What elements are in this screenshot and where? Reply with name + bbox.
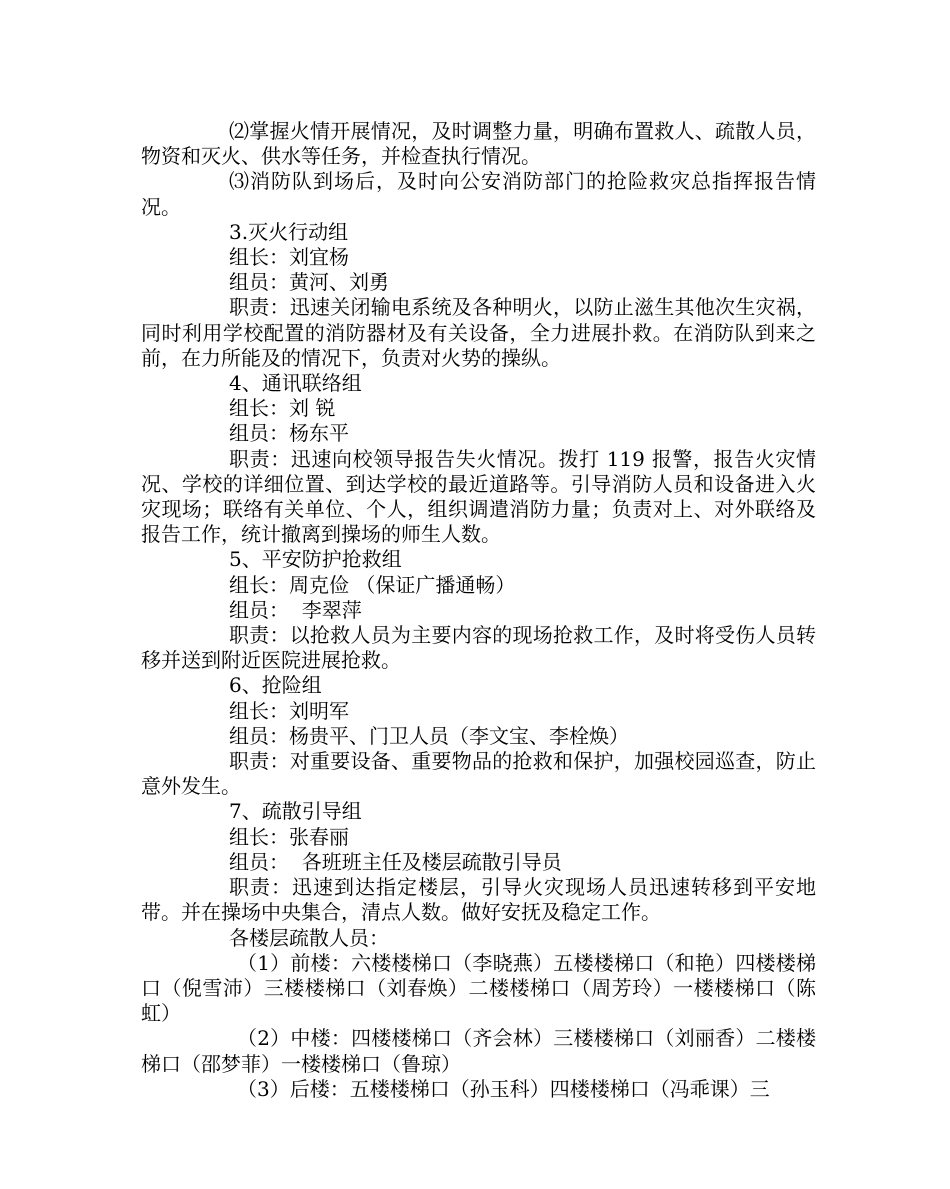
document-body [141,119,816,1102]
communication-leader: 组长：刘 锐 [229,396,336,421]
emergency-duties: 职责：对重要设备、重要物品的抢救和保护，加强校园巡查，防止意外发生。 [141,749,816,799]
rescue-members: 组员： 李翠萍 [229,597,362,622]
heading-emergency-group: 6、抢险组 [229,673,322,698]
heading-communication-group: 4、通讯联络组 [229,371,362,396]
emergency-leader: 组长：刘明军 [229,698,349,723]
floor-evacuation-heading: 各楼层疏散人员： [229,925,389,950]
firefighting-leader: 组长：刘宜杨 [229,245,349,270]
rescue-leader: 组长：周克俭 （保证广播通畅） [229,572,516,597]
firefighting-members: 组员：黄河、刘勇 [229,270,389,295]
heading-rescue-group: 5、平安防护抢救组 [229,547,402,572]
evacuation-leader: 组长：张春丽 [229,824,349,849]
front-building-list: （1）前楼：六楼楼梯口（李晓燕）五楼楼梯口（和艳）四楼楼梯口（倪雪沛）三楼楼梯口（刘春焕）二楼楼梯口（周芳玲）一楼楼梯口（陈虹） [141,950,816,1026]
heading-firefighting-group: 3.灭火行动组 [229,219,349,244]
paragraph-fire-situation: ⑵掌握火情开展情况，及时调整力量，明确布置救人、疏散人员，物资和灭火、供水等任务，并检查执行情况。 [141,119,816,169]
emergency-members: 组员：杨贵平、门卫人员（李文宝、李栓焕） [229,723,629,748]
middle-building-list: （2）中楼：四楼楼梯口（齐会林）三楼楼梯口（刘丽香）二楼楼梯口（邵梦菲）一楼楼梯口（鲁琼） [141,1026,816,1076]
communication-members: 组员：杨东平 [229,421,349,446]
evacuation-members: 组员： 各班班主任及楼层疏散引导员 [229,849,562,874]
paragraph-report-to-command: ⑶消防队到场后，及时向公安消防部门的抢险救灾总指挥报告情况。 [141,169,816,219]
communication-duties: 职责：迅速向校领导报告失火情况。拨打 119 报警，报告火灾情况、学校的详细位置、到达学校的最近道路等。引导消防人员和设备进入火灾现场；联络有关单位、个人，组织调遣消防力量；负责对上、对外联络及报告工作，统计撤离到操场的师生人数。 [141,446,816,547]
evacuation-duties: 职责：迅速到达指定楼层，引导火灾现场人员迅速转移到平安地带。并在操场中央集合，清点人数。做好安抚及稳定工作。 [141,875,816,925]
rear-building-list: （3）后楼：五楼楼梯口（孙玉科）四楼楼梯口（冯乖课）三 [237,1076,770,1101]
heading-evacuation-group: 7、疏散引导组 [229,799,362,824]
rescue-duties: 职责：以抢救人员为主要内容的现场抢救工作，及时将受伤人员转移并送到附近医院进展抢救。 [141,623,816,673]
firefighting-duties: 职责：迅速关闭输电系统及各种明火，以防止滋生其他次生灾祸，同时利用学校配置的消防器材及有关设备，全力进展扑救。在消防队到来之前，在力所能及的情况下，负责对火势的操纵。 [141,295,816,370]
